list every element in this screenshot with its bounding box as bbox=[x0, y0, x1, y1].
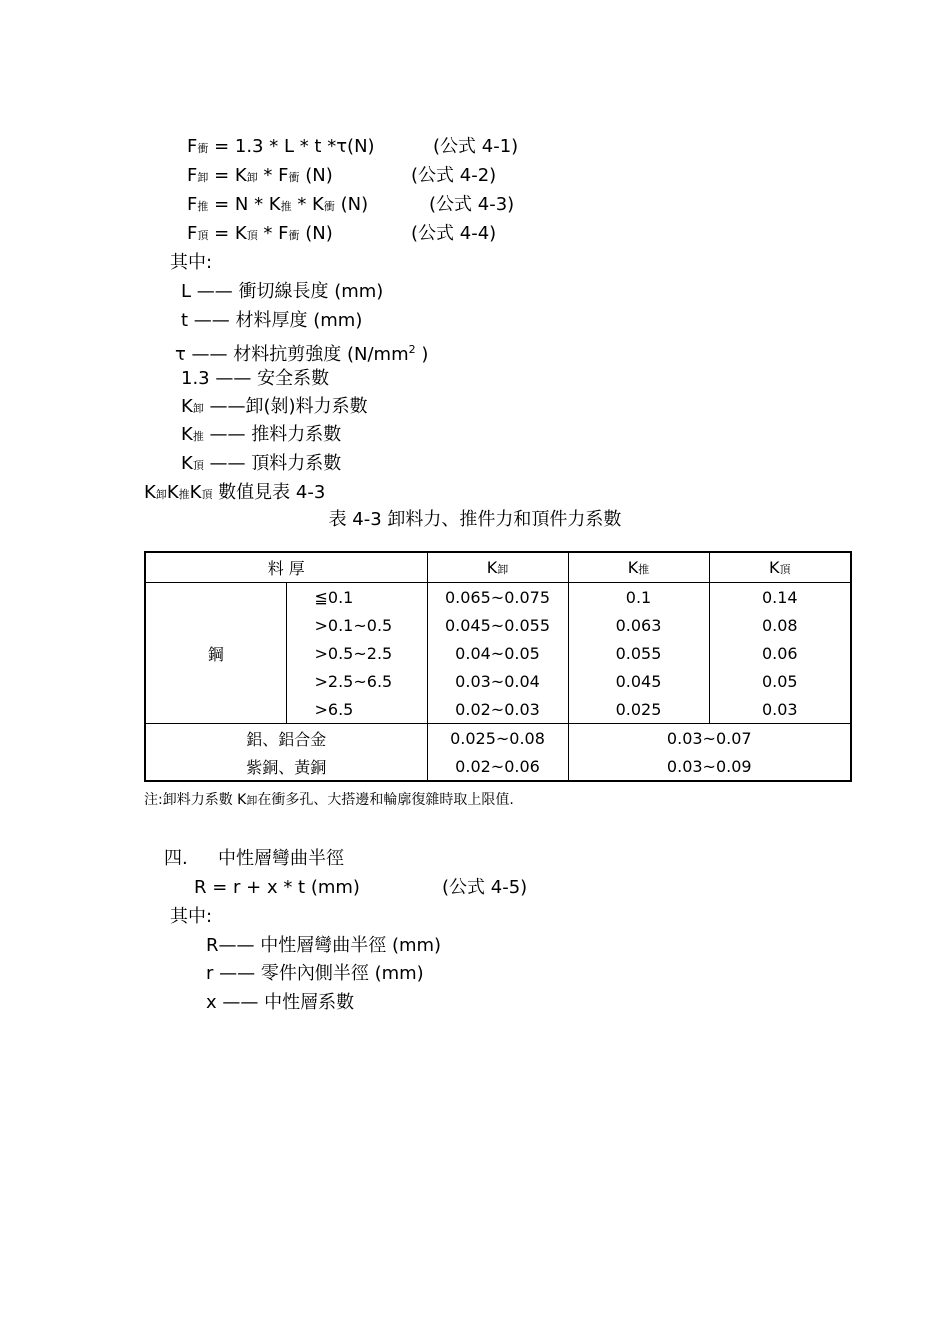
formula-lhs: F bbox=[187, 165, 198, 186]
k-subscript: 推 bbox=[178, 488, 190, 501]
def-line: L —— 衝切線長度 (mm) bbox=[181, 281, 384, 302]
k-unload-value: 0.04~0.05 bbox=[427, 639, 568, 667]
thickness-range: ≦0.1 bbox=[286, 583, 427, 612]
note-text: 注:卸料力系數 K bbox=[144, 792, 247, 808]
k-push-value: 0.045 bbox=[568, 667, 709, 695]
k-symbol: K bbox=[144, 482, 156, 503]
k-unload-value: 0.065~0.075 bbox=[427, 583, 568, 612]
def-text: K bbox=[181, 424, 193, 445]
formula-rhs-subscript: 衝 bbox=[323, 200, 335, 213]
header-k: K bbox=[627, 558, 639, 577]
header-k: K bbox=[769, 558, 780, 577]
material-steel: 鋼 bbox=[207, 644, 224, 664]
k-top-value: 0.03 bbox=[709, 695, 851, 724]
def-subscript: 頂 bbox=[192, 459, 204, 472]
k-top-value: 0.14 bbox=[709, 583, 851, 612]
formula-ref-4-2: (公式 4-2) bbox=[411, 165, 497, 186]
header-k-subscript: 推 bbox=[638, 563, 650, 576]
thickness-range: >2.5~6.5 bbox=[286, 667, 427, 695]
def-line bbox=[175, 339, 428, 366]
k-unload-value: 0.02~0.03 bbox=[427, 695, 568, 724]
formula-lhs-subscript: 衝 bbox=[197, 142, 209, 155]
def-text: K bbox=[181, 396, 193, 417]
def-subscript: 卸 bbox=[192, 402, 204, 415]
where-label: 其中: bbox=[170, 906, 213, 927]
formula-4-5: R = r + x * t (mm) bbox=[194, 877, 360, 898]
def-line: 1.3 —— 安全系數 bbox=[181, 368, 330, 389]
section-number: 四. bbox=[164, 848, 188, 869]
formula-ref-4-1: (公式 4-1) bbox=[433, 136, 519, 157]
def-text: ) bbox=[415, 344, 429, 365]
formula-4-4 bbox=[187, 223, 333, 247]
material-copper: 紫銅、黃銅 bbox=[246, 757, 327, 777]
kvalues-text: 數值見表 4-3 bbox=[212, 482, 326, 503]
header-k-unload bbox=[427, 552, 568, 583]
k-unload-value: 0.025~0.08 bbox=[427, 724, 568, 753]
table-row bbox=[145, 752, 851, 781]
formula-rhs: = 1.3 * L * t *τ(N) bbox=[208, 136, 375, 157]
note-text: 在衝多孔、大搭邊和輪廓復雜時取上限值. bbox=[257, 792, 514, 808]
kvalues-reference bbox=[144, 482, 325, 506]
def-line: R—— 中性層彎曲半徑 (mm) bbox=[206, 935, 442, 956]
where-label: 其中: bbox=[170, 252, 213, 273]
def-line bbox=[181, 424, 341, 448]
table-header-row bbox=[145, 552, 851, 583]
formula-ref-4-3: (公式 4-3) bbox=[429, 194, 515, 215]
formula-4-3 bbox=[187, 194, 368, 218]
formula-rhs-part: = K bbox=[208, 165, 247, 186]
def-line bbox=[181, 453, 341, 477]
k-top-value: 0.05 bbox=[709, 667, 851, 695]
k-push-top-value: 0.03~0.07 bbox=[568, 724, 851, 753]
header-k: K bbox=[486, 558, 498, 577]
k-top-value: 0.06 bbox=[709, 639, 851, 667]
k-symbol: K bbox=[166, 482, 179, 503]
formula-rhs-part: * F bbox=[257, 165, 289, 186]
table-row bbox=[145, 724, 851, 753]
formula-rhs-part: * K bbox=[291, 194, 324, 215]
coefficient-table bbox=[144, 551, 852, 782]
formula-rhs-subscript: 推 bbox=[280, 200, 292, 213]
formula-lhs-subscript: 頂 bbox=[197, 229, 209, 242]
formula-lhs: F bbox=[187, 136, 198, 157]
formula-lhs: F bbox=[187, 194, 198, 215]
k-push-value: 0.025 bbox=[568, 695, 709, 724]
table-caption: 表 4-3 卸料力、推件力和頂件力系數 bbox=[328, 509, 622, 530]
formula-rhs-subscript: 頂 bbox=[246, 229, 258, 242]
def-text: τ —— 材料抗剪強度 (N/mm bbox=[175, 344, 409, 365]
thickness-range: >6.5 bbox=[286, 695, 427, 724]
formula-rhs-part: * F bbox=[257, 223, 289, 244]
thickness-range: >0.5~2.5 bbox=[286, 639, 427, 667]
header-k-top bbox=[709, 552, 851, 583]
def-text: —— 推料力系數 bbox=[203, 424, 342, 445]
header-thickness: 料 厚 bbox=[145, 552, 427, 583]
def-text: K bbox=[181, 453, 193, 474]
k-push-value: 0.1 bbox=[568, 583, 709, 612]
formula-ref-4-4: (公式 4-4) bbox=[411, 223, 497, 244]
header-k-subscript: 卸 bbox=[497, 563, 509, 576]
formula-lhs: F bbox=[187, 223, 198, 244]
table-note bbox=[144, 791, 514, 810]
k-subscript: 頂 bbox=[201, 488, 213, 501]
k-push-value: 0.063 bbox=[568, 611, 709, 639]
def-subscript: 推 bbox=[192, 430, 204, 443]
material-aluminum: 鋁、鋁合金 bbox=[145, 724, 427, 753]
table-row bbox=[145, 583, 851, 612]
def-superscript: 2 bbox=[408, 343, 416, 356]
formula-rhs-part: (N) bbox=[299, 223, 333, 244]
formula-rhs-part: (N) bbox=[299, 165, 333, 186]
def-line bbox=[181, 396, 368, 420]
k-unload-value: 0.03~0.04 bbox=[427, 667, 568, 695]
def-line: x —— 中性層系數 bbox=[206, 992, 355, 1013]
def-line: r —— 零件內側半徑 (mm) bbox=[206, 963, 424, 984]
formula-lhs-subscript: 卸 bbox=[197, 171, 209, 184]
def-text: —— 頂料力系數 bbox=[203, 453, 342, 474]
def-line: t —— 材料厚度 (mm) bbox=[181, 310, 363, 331]
k-push-top-value: 0.03~0.09 bbox=[568, 752, 851, 781]
formula-lhs-subscript: 推 bbox=[197, 200, 209, 213]
formula-4-2 bbox=[187, 165, 333, 189]
k-unload-value: 0.02~0.06 bbox=[427, 752, 568, 781]
formula-rhs-part: (N) bbox=[334, 194, 369, 215]
k-push-value: 0.055 bbox=[568, 639, 709, 667]
formula-rhs-subscript: 衝 bbox=[288, 229, 300, 242]
header-k-push bbox=[568, 552, 709, 583]
k-unload-value: 0.045~0.055 bbox=[427, 611, 568, 639]
k-symbol: K bbox=[189, 482, 202, 503]
formula-rhs-part: = K bbox=[208, 223, 247, 244]
formula-ref-4-5: (公式 4-5) bbox=[442, 877, 528, 898]
thickness-range: >0.1~0.5 bbox=[286, 611, 427, 639]
k-top-value: 0.08 bbox=[709, 611, 851, 639]
k-subscript: 卸 bbox=[155, 488, 167, 501]
header-k-subscript: 頂 bbox=[779, 563, 791, 576]
formula-rhs-subscript: 卸 bbox=[246, 171, 258, 184]
def-text: ——卸(剝)料力系數 bbox=[203, 396, 368, 417]
formula-rhs-part: = N * K bbox=[208, 194, 281, 215]
note-subscript: 卸 bbox=[246, 794, 258, 807]
formula-4-1 bbox=[187, 136, 375, 160]
section-title: 中性層彎曲半徑 bbox=[218, 848, 344, 869]
formula-rhs-subscript: 衝 bbox=[288, 171, 300, 184]
